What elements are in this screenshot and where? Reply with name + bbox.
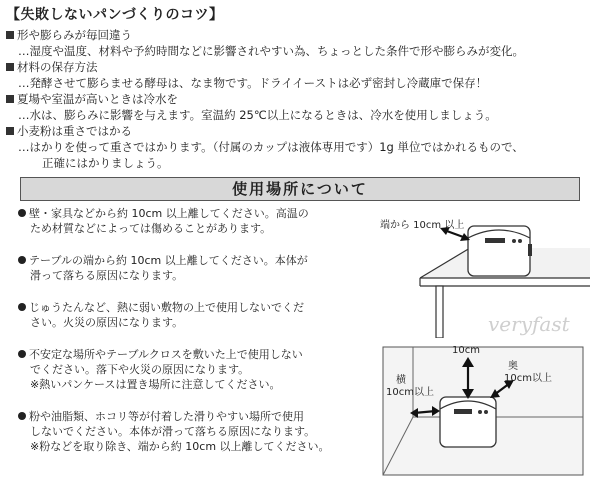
wall-clearance-illustration [378, 345, 590, 480]
wall-clearance-figure [378, 345, 590, 480]
square-bullet-icon [6, 127, 14, 135]
tip-body: …湿度や温度、材料や予約時間などに影響されやすい為、ちょっとした条件で形や膨らみが変化。 [18, 44, 524, 58]
tip-body: …水は、膨らみに影響を与えます。室温約 25℃以上になるときは、冷水を使用しましょう。 [18, 108, 497, 122]
tip-heading: 材料の保存方法 [6, 59, 596, 75]
side-label: 横 [396, 375, 406, 386]
back-clearance-label: 10cm以上 [504, 373, 552, 384]
tip-body: …はかりを使って重さではかります。（付属のカップは液体専用です）1g 単位ではかれるもので、 [18, 140, 524, 154]
square-bullet-icon [6, 63, 14, 71]
square-bullet-icon [6, 31, 14, 39]
bullet-icon [18, 256, 26, 264]
tip-body: …発酵させて膨らませる酵母は、なま物です。ドライイーストは必ず密封し冷蔵庫で保存！ [18, 76, 488, 90]
list-item: じゅうたんなど、熱に弱い敷物の上で使用しないでくだ さい。火災の原因になります。 [18, 300, 358, 330]
list-item: テーブルの端から約 10cm 以上離してください。本体が 滑って落ちる原因になります。 [18, 253, 358, 283]
bullet-icon [18, 350, 26, 358]
top-clearance-label: 10cm [452, 345, 480, 356]
bullet-icon [18, 412, 26, 420]
tip-heading: 形や膨らみが毎回違う [6, 27, 596, 43]
side-clearance-label: 10cm以上 [386, 387, 434, 398]
watermark: veryfast [488, 312, 570, 336]
bullet-icon [18, 303, 26, 311]
section-title-banner: 使用場所について [20, 177, 580, 201]
tips-title: 【失敗しないパンづくりのコツ】 [6, 7, 224, 23]
tip-heading: 小麦粉は重さではかる [6, 123, 596, 139]
list-item: 粉や油脂類、ホコリ等が付着した滑りやすい場所で使用 しないでください。本体が滑って落ちる原因になります。 ※粉などを取り除き、端から約 10cm 以上離してください。 [18, 409, 358, 454]
tips-section [6, 4, 596, 171]
list-item: 壁・家具などから約 10cm 以上離してください。高温の ため材質などによっては傷めることがあります。 [18, 206, 358, 236]
placement-list [18, 206, 358, 471]
tip-heading: 夏場や室温が高いときは冷水を [6, 91, 596, 107]
bullet-icon [18, 209, 26, 217]
back-label: 奥 [508, 361, 518, 372]
list-item: 不安定な場所やテーブルクロスを敷いた上で使用しない でください。落下や火災の原因になります。 ※熱いパンケースは置き場所に注意してください。 [18, 347, 358, 392]
tip-body-continued: 正確にはかりましょう。 [42, 156, 169, 170]
square-bullet-icon [6, 95, 14, 103]
edge-clearance-label: 端から 10cm 以上 [380, 220, 465, 231]
